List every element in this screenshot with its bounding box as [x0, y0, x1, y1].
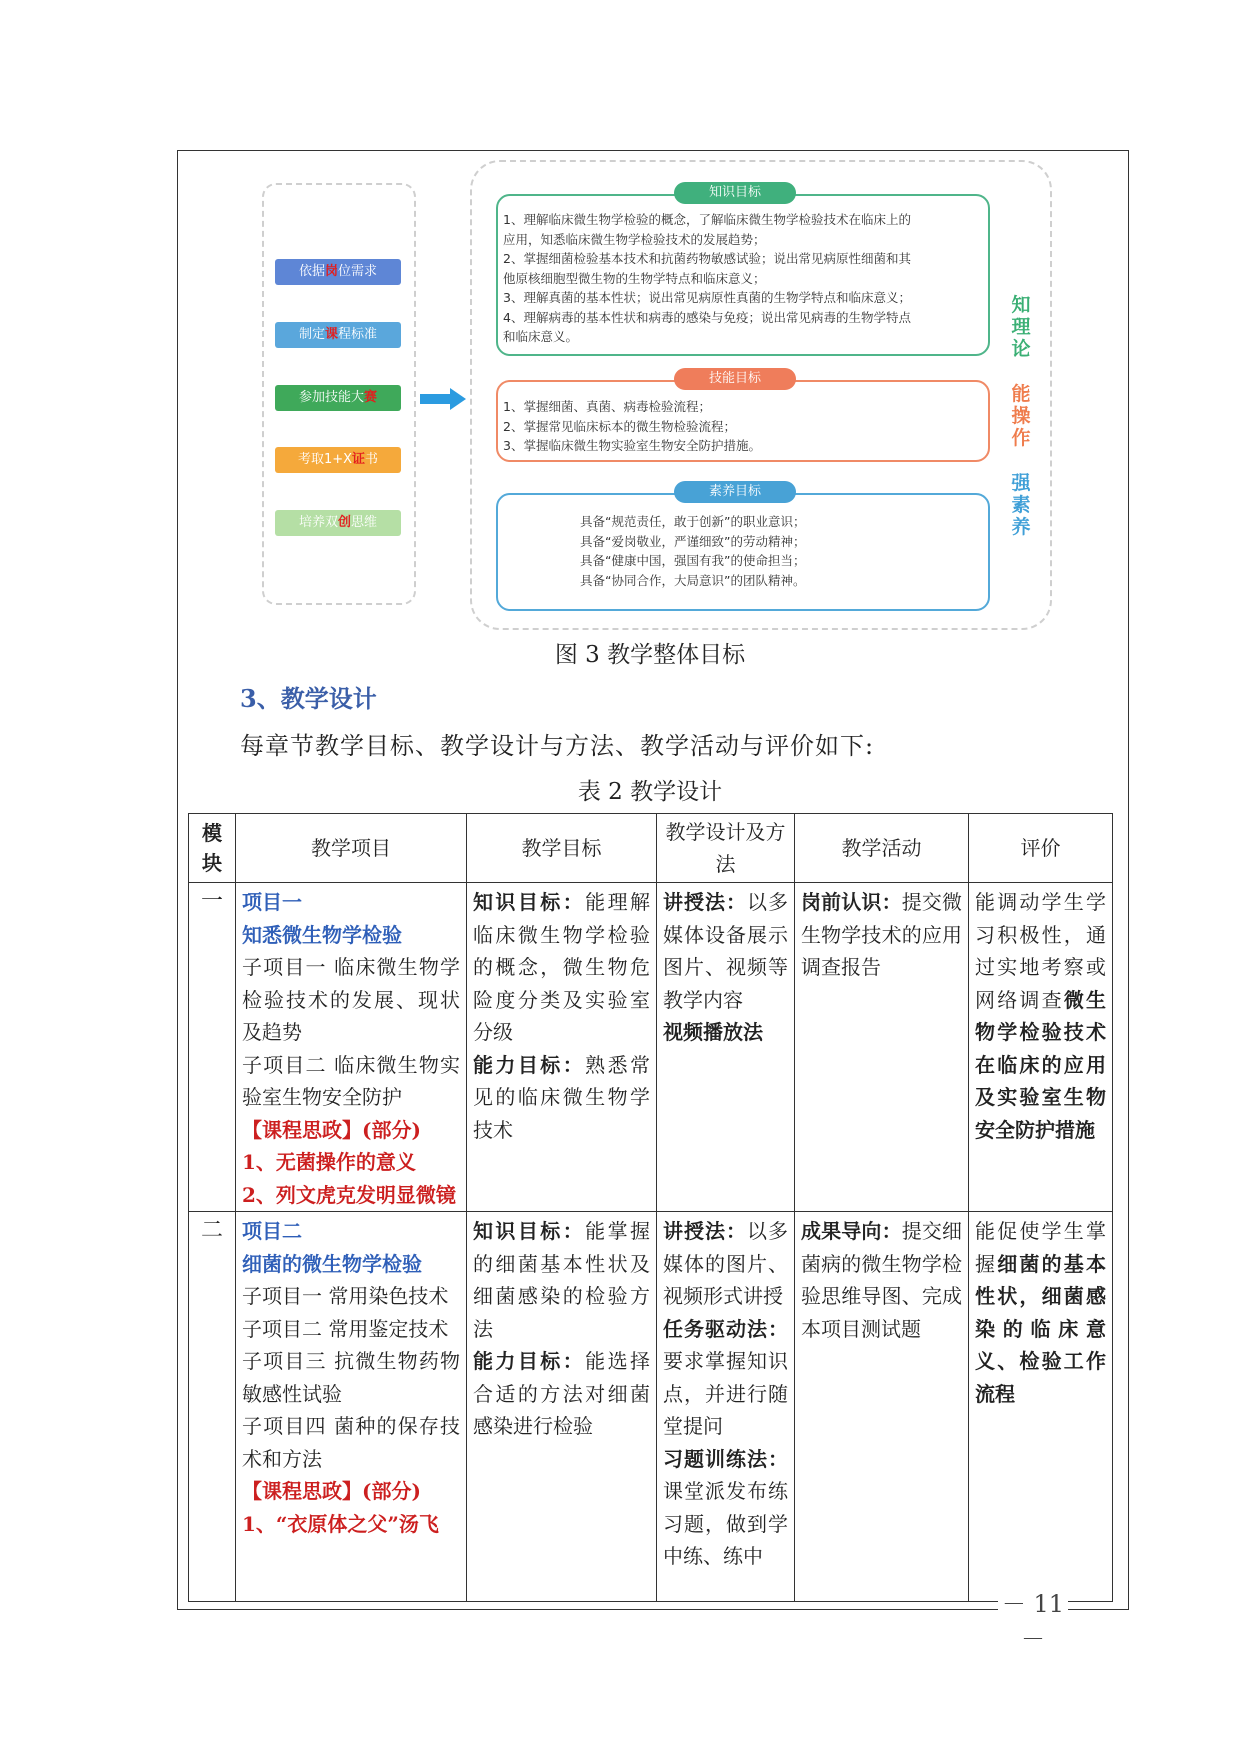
pill-skills-contest: 参加技能大赛 — [275, 385, 401, 411]
quality-line: 具备“规范责任，敢于创新”的职业意识； — [580, 514, 806, 529]
quality-line: 具备“健康中国，强国有我”的使命担当； — [580, 553, 806, 568]
arrow-right-icon — [420, 388, 466, 410]
pill-job-demand: 依据岗位需求 — [275, 259, 401, 285]
evaluation-cell: 能促使学生掌握细菌的基本性状，细菌感染的临床意义、检验工作流程 — [969, 1212, 1113, 1602]
knowledge-line: 3、理解真菌的基本性状；说出常见病原性真菌的生物学特点和临床意义； — [503, 290, 911, 305]
method-cell: 讲授法：以多媒体设备展示图片、视频等教学内容 视频播放法 — [657, 883, 795, 1212]
quality-goal-box — [496, 493, 990, 611]
method-cell: 讲授法：以多媒体的图片、视频形式讲授 任务驱动法：要求掌握知识点，并进行随堂提问 习题训练法：课堂派发布练习题，做到学中练、练中 — [657, 1212, 795, 1602]
table-row — [189, 1212, 1113, 1602]
header-activity: 教学活动 — [795, 814, 969, 883]
skill-goal-tag: 技能目标 — [674, 368, 796, 390]
project-cell: 项目一 知悉微生物学检验 子项目一 临床微生物学检验技术的发展、现状及趋势 子项目二 临床微生物实验室生物安全防护 【课程思政】(部分) 1、无菌操作的意义 2、列文虎克发明显微镜 — [236, 883, 467, 1212]
header-goal: 教学目标 — [467, 814, 657, 883]
module-cell: 一 — [189, 883, 236, 1212]
table-header-row — [189, 814, 1113, 883]
goal-cell: 知识目标：能掌握的细菌基本性状及细菌感染的检验方法 能力目标：能选择合适的方法对细菌感染进行检验 — [467, 1212, 657, 1602]
knowledge-line: 4、理解病毒的基本性状和病毒的感染与免疫；说出常见病毒的生物学特点 — [503, 309, 911, 325]
figure-caption: 图 3 教学整体目标 — [554, 642, 746, 668]
header-module: 模 块 — [189, 814, 236, 883]
module-cell: 二 — [189, 1212, 236, 1602]
knowledge-line: 和临床意义。 — [503, 329, 579, 344]
side-label-theory: 知 理 论 — [1011, 294, 1031, 360]
skill-goal-box — [496, 380, 990, 462]
table-caption: 表 2 教学设计 — [577, 779, 723, 805]
activity-cell: 岗前认识：提交微生物学技术的应用调查报告 — [795, 883, 969, 1212]
project-cell: 项目二 细菌的微生物学检验 子项目一 常用染色技术 子项目二 常用鉴定技术 子项目三 抗微生物药物敏感性试验 子项目四 菌种的保存技术和方法 【课程思政】(部分) 1、“衣原体之父”汤飞 — [236, 1212, 467, 1602]
knowledge-line: 应用，知悉临床微生物学检验技术的发展趋势； — [503, 231, 766, 247]
header-method: 教学设计及方法 — [657, 814, 795, 883]
pill-certificate: 考取1+X证书 — [275, 447, 401, 473]
header-project: 教学项目 — [236, 814, 467, 883]
pill-innovation: 培养双创思维 — [275, 510, 401, 536]
header-evaluation: 评价 — [969, 814, 1113, 883]
quality-line: 具备“协同合作，大局意识”的团队精神。 — [580, 572, 806, 588]
knowledge-goal-tag: 知识目标 — [674, 182, 796, 204]
page-number: － 11 － — [998, 1584, 1068, 1654]
evaluation-cell: 能调动学生学习积极性，通过实地考察或网络调查微生物学检验技术在临床的应用及实验室生物安全防护措施 — [969, 883, 1113, 1212]
section-title: 3、教学设计 — [240, 684, 377, 713]
table-row — [189, 883, 1113, 1212]
skill-line: 2、掌握常见临床标本的微生物检验流程； — [503, 418, 736, 434]
quality-goal-tag: 素养目标 — [674, 481, 796, 503]
quality-line: 具备“爱岗敬业，严谨细致”的劳动精神； — [580, 533, 806, 549]
activity-cell: 成果导向：提交细菌病的微生物学检验思维导图、完成本项目测试题 — [795, 1212, 969, 1602]
side-label-operation: 能 操 作 — [1011, 383, 1031, 449]
skill-line: 3、掌握临床微生物实验室生物安全防护措施。 — [503, 438, 761, 453]
goal-cell: 知识目标：能理解临床微生物学检验的概念，微生物危险度分类及实验室分级 能力目标：熟悉常见的临床微生物学技术 — [467, 883, 657, 1212]
page-frame-bottom — [177, 1609, 1129, 1610]
teaching-design-table — [188, 813, 1113, 1602]
knowledge-line: 2、掌握细菌检验基本技术和抗菌药物敏感试验；说出常见病原性细菌和其 — [503, 251, 911, 266]
intro-paragraph: 每章节教学目标、教学设计与方法、教学活动与评价如下: — [240, 732, 875, 760]
knowledge-line: 1、理解临床微生物学检验的概念，了解临床微生物学检验技术在临床上的 — [503, 212, 911, 227]
pill-course-standard: 制定课程标准 — [275, 322, 401, 348]
knowledge-line: 他原核细胞型微生物的生物学特点和临床意义； — [503, 270, 766, 286]
knowledge-goal-box — [496, 194, 990, 356]
side-label-quality: 强 素 养 — [1011, 472, 1031, 538]
skill-line: 1、掌握细菌、真菌、病毒检验流程； — [503, 399, 711, 414]
